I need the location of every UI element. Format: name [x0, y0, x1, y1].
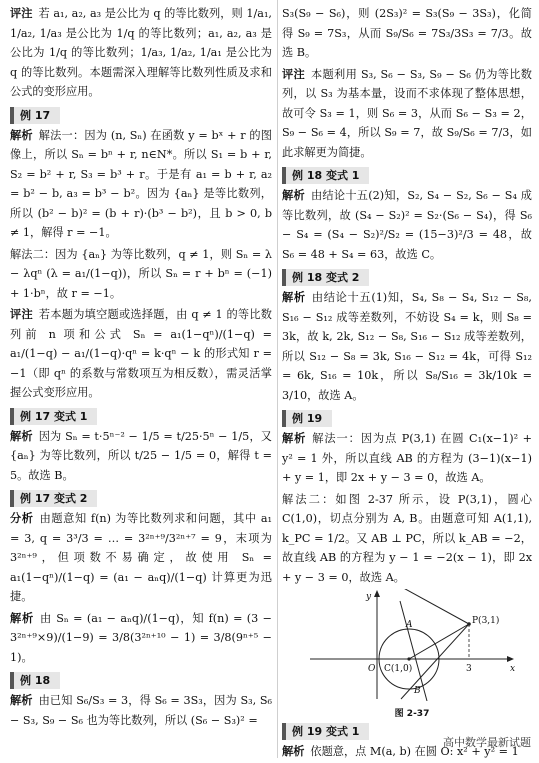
paragraph-text: 因为 Sₙ = t·5ⁿ⁻² − 1/5 = t/25·5ⁿ − 1/5，又 {aₙ} 为等比数列，所以 t/25 − 1/5 = 0，解得 t = 5。故选 B。 [10, 429, 272, 482]
y-axis-arrow [374, 590, 380, 597]
example-header: 例 18 [10, 672, 60, 689]
paragraph-text: 由 Sₙ = (a₁ − aₙq)/(1−q)，知 f(n) = (3 − 3²ⁿ⁺⁹×9)/(1−9) = 3/8(3²ⁿ⁺¹⁰ − 1) = 3/8(9ⁿ⁺⁵ − 1)。 [10, 611, 272, 664]
paragraph [10, 691, 272, 730]
paragraph-text: 解法二：因为 {aₙ} 为等比数列，q ≠ 1，则 Sₙ = λ − λqⁿ (λ = a₁/(1−q))，所以 Sₙ = r + bⁿ = (−1) + 1·bⁿ，故 r = −1。 [10, 247, 272, 300]
paragraph-label: 评注 [10, 308, 33, 321]
point-c [407, 657, 410, 660]
paragraph-label: 解析 [282, 189, 305, 202]
paragraph [10, 609, 272, 668]
paragraph [282, 429, 532, 488]
paragraph [10, 427, 272, 486]
paragraph-text: 解法二：如图 2-37 所示，设 P(3,1)，圆心 C(1,0)，切点分别为 A, B。由题意可知 A(1,1), k_PC = 1/2。又 AB ⊥ PC，所以 k_AB = −2，故直线 AB 的方程为 y − 1 = −2(x − 1)，即 2x + y − 3 = 0，故选 A。 [282, 492, 532, 584]
label-c: C(1,0) [384, 664, 413, 674]
footer-watermark: 高中数学最新试题 [443, 735, 531, 749]
label-b: B [414, 686, 421, 696]
paragraph-label: 评注 [10, 7, 33, 20]
left-column [10, 4, 272, 732]
right-column [282, 4, 532, 763]
example-header: 例 17 变式 2 [10, 490, 97, 507]
paragraph [282, 288, 532, 405]
paragraph-text: 依题意，点 M(a, b) 在圆 O: x² + y² = 1 [310, 744, 519, 758]
paragraph [10, 4, 272, 102]
paragraph-text: 由结论十五(2)知，S₂, S₄ − S₂, S₆ − S₄ 成等比数列，故 (S₄ − S₂)² = S₂·(S₆ − S₄)，得 S₆ − S₄ = (S₄ − S₂)²/S₂ = (15−3)²/3 = 48，故 S₆ = 48 + S₄ = 63，故选 C。 [282, 189, 532, 261]
paragraph-label: 分析 [10, 512, 34, 525]
paragraph-text: 由题意知 f(n) 为等比数列求和问题，其中 a₁ = 3, q = 3³/3 = … = 3²ⁿ⁺⁹/3²ⁿ⁺⁷ = 9，末项为 3²ⁿ⁺⁹，但项数不易确定，故使用 Sₙ = a₁(1−qⁿ)/(1−q) = (a₁ − aₙq)/(1−q) 计算更为迅捷。 [10, 512, 272, 603]
paragraph-text: 由结论十五(1)知，S₄, S₈ − S₄, S₁₂ − S₈, S₁₆ − S₁₂ 成等差数列，不妨设 S₄ = k，则 S₈ = 3k，故 k, 2k, S₁₂ − S₈, S₁₆ − S₁₂ 成等差数列，所以 S₁₂ − S₈ = 3k, S₁₆ − S₁₂ = 4k，可得 S₁₂ = 6k, S₁₆ = 10k，所以 S₈/S₁₆ = 3k/10k = 3/10，故选 A。 [282, 291, 532, 402]
column-divider [277, 0, 278, 758]
paragraph-label: 解析 [10, 611, 34, 625]
label-p: P(3,1) [472, 616, 500, 626]
example-header: 例 17 变式 1 [10, 408, 97, 425]
label-o: O [368, 664, 376, 674]
tangent-circle-diagram [302, 589, 522, 701]
tangent-line-b [401, 624, 469, 699]
paragraph [10, 305, 272, 403]
example-header: 例 17 [10, 107, 60, 124]
paragraph-text: 解法一：因为点 P(3,1) 在圆 C₁(x−1)² + y² = 1 外，所以直线 AB 的方程为 (3−1)(x−1) + y = 1，即 2x + y − 3 = 0，故选 A。 [282, 432, 532, 484]
paragraph [10, 245, 272, 304]
paragraph [10, 509, 272, 607]
tangent-line-a [398, 589, 469, 624]
paragraph [282, 490, 532, 588]
paragraph-label: 解析 [282, 291, 306, 304]
paragraph-label: 解析 [282, 744, 305, 758]
paragraph-text: 若 a₁, a₂, a₃ 是公比为 q 的等比数列，则 1/a₁, 1/a₂, 1/a₃ 是公比为 1/q 的等比数列；a₁, a₂, a₃ 是公比为 1/q 的等比数列；1/a₃, 1/a₂, 1/a₁ 是公比为 q 的等比数列。本题需深入理解等比数列性质及求和公式的变形应用。 [10, 7, 272, 98]
paragraph-label: 解析 [10, 694, 33, 707]
label-a: A [406, 620, 413, 630]
figure-2-37 [302, 589, 522, 720]
paragraph-text: S₃(S₉ − S₆)，则 (2S₃)² = S₃(S₉ − 3S₃)，化简得 S₉ = 7S₃，从而 S₉/S₆ = 7S₃/3S₃ = 7/3。故选 B。 [282, 7, 532, 59]
example-header: 例 18 变式 1 [282, 167, 369, 184]
paragraph-text: 本题利用 S₃, S₆ − S₃, S₉ − S₆ 仍为等比数列，以 S₃ 为基本量，设而不求体现了整体思想，故可令 S₃ = 1，则 S₆ = 3，从而 S₆ − S₃ = 2，S₉ − S₆ = 4，所以 S₉ = 7，故 S₉/S₆ = 7/3，如此求解更为简捷。 [282, 67, 532, 159]
paragraph-text: 若本题为填空题或选择题，由 q ≠ 1 的等比数列前 n 项和公式 Sₙ = a₁(1−qⁿ)/(1−q) = a₁/(1−q) − a₁/(1−q)·qⁿ = k·qⁿ − k 的形式知 r = −1（即 qⁿ 的系数与常数项互为相反数），需灵活掌握公式变形应用。 [10, 308, 272, 399]
paragraph-label: 解析 [10, 429, 33, 443]
example-header: 例 18 变式 2 [282, 269, 369, 286]
paragraph-text: 由已知 S₆/S₃ = 3，得 S₆ = 3S₃，因为 S₃, S₆ − S₃, S₉ − S₆ 也为等比数列，所以 (S₆ − S₃)² = [10, 694, 272, 727]
example-header: 例 19 变式 1 [282, 723, 369, 740]
paragraph [282, 186, 532, 264]
paragraph [282, 65, 532, 163]
paragraph [10, 126, 272, 243]
paragraph-label: 解析 [10, 128, 33, 142]
label-y: y [366, 592, 372, 602]
x-axis-arrow [507, 656, 514, 662]
example-header: 例 19 [282, 410, 332, 427]
paragraph-text: 解法一：因为 (n, Sₙ) 在函数 y = bˣ + r 的图像上，所以 Sₙ = bⁿ + r, n∈N*。所以 S₁ = b + r, S₂ = b² + r, S₃ = b³ + r。于是有 a₁ = b + r, a₂ = b² − b, a₃ = b³ − b²。因为 {aₙ} 是等比数列，所以 (b² − b)² = (b + r)·(b³ − b²)，且 b > 0, b ≠ 1，解得 r = −1。 [10, 128, 272, 239]
paragraph [282, 4, 532, 63]
label-x: x [510, 664, 516, 674]
paragraph-label: 评注 [282, 67, 306, 81]
point-p [467, 622, 471, 626]
paragraph-label: 解析 [282, 432, 307, 445]
figure-caption: 图 2-37 [394, 708, 430, 719]
label-three: 3 [466, 664, 472, 674]
